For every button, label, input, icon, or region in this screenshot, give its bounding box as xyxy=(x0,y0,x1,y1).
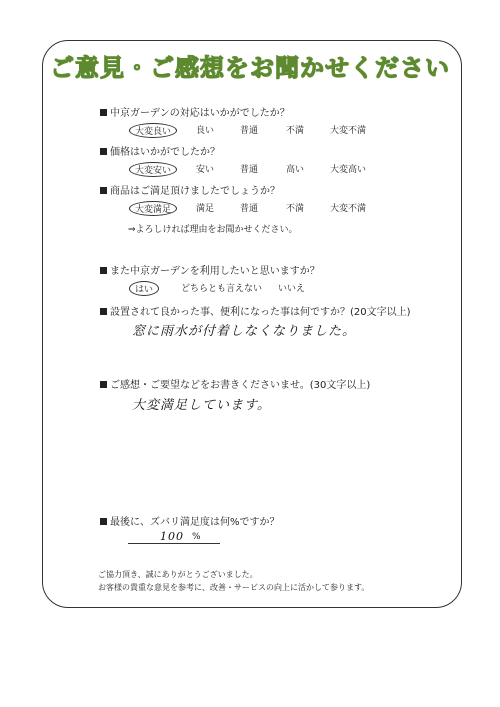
bullet-square-icon xyxy=(100,518,107,525)
option-satisfied[interactable]: 満足 xyxy=(196,204,215,214)
option-normal[interactable]: 普通 xyxy=(240,165,259,175)
question-label: 最後に、ズバリ満足度は何%ですか？ xyxy=(110,517,280,528)
footer-thanks: ご協力頂き、誠にありがとうございました。 xyxy=(98,570,258,579)
options-product xyxy=(0,201,500,215)
benefit-answer[interactable]: 窓に雨水が付着しなくなりました。 xyxy=(132,324,357,339)
option-very-dissatisfied[interactable]: 大変不満 xyxy=(330,204,367,214)
option-cheap[interactable]: 安い xyxy=(196,165,215,175)
bullet-square-icon xyxy=(100,109,107,116)
bullet-square-icon xyxy=(100,308,107,315)
option-very-dissatisfied[interactable]: 大変不満 xyxy=(330,126,367,136)
option-no[interactable]: いいえ xyxy=(278,284,306,294)
bullet-square-icon xyxy=(100,381,107,388)
footer-message: お客様の貴重な意見を参考に、改善・サービスの向上に活かして参ります。 xyxy=(98,583,370,592)
options-reuse xyxy=(0,281,500,295)
question-comment xyxy=(100,376,370,391)
question-label: 価格はいかがでしたか？ xyxy=(110,147,220,158)
option-very-cheap[interactable]: 大変安い xyxy=(129,162,177,177)
question-label: ご感想・ご要望などをお書きくださいませ。(30文字以上) xyxy=(110,380,371,391)
comment-answer[interactable]: 大変満足しています。 xyxy=(132,398,271,413)
question-product xyxy=(100,182,280,197)
options-price xyxy=(0,162,500,176)
option-yes[interactable]: はい xyxy=(129,281,159,296)
option-expensive[interactable]: 高い xyxy=(286,165,305,175)
option-normal[interactable]: 普通 xyxy=(240,204,259,214)
option-neither[interactable]: どちらとも言えない xyxy=(181,284,263,294)
question-price xyxy=(100,143,220,158)
options-service xyxy=(0,123,500,137)
percent-unit: % xyxy=(192,532,201,542)
question-benefit xyxy=(100,303,411,318)
option-very-satisfied[interactable]: 大変満足 xyxy=(129,201,177,216)
question-reuse xyxy=(100,262,320,277)
option-normal[interactable]: 普通 xyxy=(240,126,259,136)
question-label: また中京ガーデンを利用したいと思いますか？ xyxy=(110,266,320,277)
survey-title: ご意見・ご感想をお聞かせください xyxy=(50,54,450,82)
question-label: 設置されて良かった事、便利になった事は何ですか？(20文字以上) xyxy=(110,307,411,318)
option-dissatisfied[interactable]: 不満 xyxy=(286,126,305,136)
option-dissatisfied[interactable]: 不満 xyxy=(286,204,305,214)
question-label: 中京ガーデンの対応はいかがでしたか？ xyxy=(110,108,290,119)
reason-note: ⇒よろしければ理由をお聞かせください。 xyxy=(128,225,298,235)
satisfaction-underline xyxy=(128,543,220,544)
bullet-square-icon xyxy=(100,148,107,155)
bullet-square-icon xyxy=(100,267,107,274)
bullet-square-icon xyxy=(100,187,107,194)
question-service xyxy=(100,104,290,119)
question-satisfaction xyxy=(100,513,280,528)
question-label: 商品はご満足頂けましたでしょうか？ xyxy=(110,186,280,197)
option-good[interactable]: 良い xyxy=(196,126,215,136)
option-very-good[interactable]: 大変良い xyxy=(129,123,177,138)
satisfaction-value[interactable]: 100 xyxy=(160,530,184,543)
option-very-expensive[interactable]: 大変高い xyxy=(330,165,367,175)
